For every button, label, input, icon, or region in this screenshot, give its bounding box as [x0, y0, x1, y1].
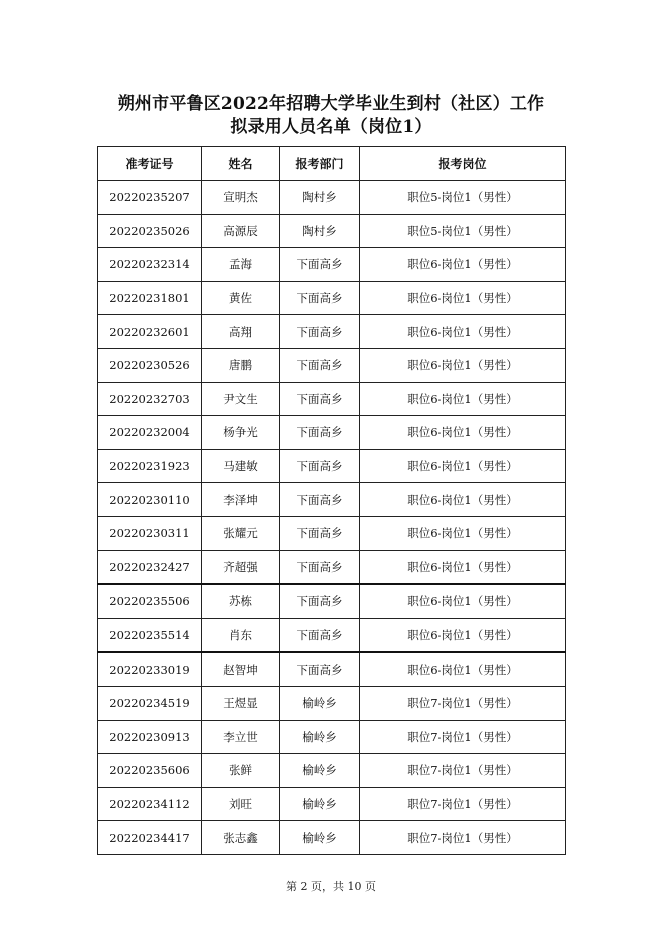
cell-exam-id: 20220230913 — [98, 720, 202, 754]
cell-department: 下面高乡 — [280, 315, 360, 349]
table-row — [98, 416, 566, 450]
cell-position: 职位6-岗位1（男性） — [360, 516, 566, 550]
table-row — [98, 248, 566, 282]
header-position: 报考岗位 — [360, 147, 566, 181]
cell-exam-id: 20220231923 — [98, 449, 202, 483]
cell-position: 职位6-岗位1（男性） — [360, 348, 566, 382]
cell-department: 下面高乡 — [280, 281, 360, 315]
cell-department: 榆岭乡 — [280, 787, 360, 821]
cell-name: 刘旺 — [202, 787, 280, 821]
cell-exam-id: 20220232703 — [98, 382, 202, 416]
cell-position: 职位6-岗位1（男性） — [360, 281, 566, 315]
cell-position: 职位6-岗位1（男性） — [360, 315, 566, 349]
page-number-footer: 第 2 页，共 10 页 — [286, 880, 376, 893]
cell-position: 职位7-岗位1（男性） — [360, 821, 566, 855]
document-subtitle: 拟录用人员名单（岗位1） — [230, 117, 432, 137]
cell-exam-id: 20220235506 — [98, 584, 202, 618]
cell-position: 职位7-岗位1（男性） — [360, 787, 566, 821]
cell-position: 职位6-岗位1（男性） — [360, 550, 566, 584]
cell-exam-id: 20220235606 — [98, 754, 202, 788]
candidate-table — [97, 146, 566, 855]
table-row — [98, 516, 566, 550]
cell-department: 榆岭乡 — [280, 754, 360, 788]
cell-exam-id: 20220232314 — [98, 248, 202, 282]
header-name: 姓名 — [202, 147, 280, 181]
cell-exam-id: 20220235514 — [98, 618, 202, 652]
header-department: 报考部门 — [280, 147, 360, 181]
cell-position: 职位5-岗位1（男性） — [360, 214, 566, 248]
cell-position: 职位6-岗位1（男性） — [360, 652, 566, 686]
cell-name: 张耀元 — [202, 516, 280, 550]
table-row — [98, 214, 566, 248]
cell-position: 职位7-岗位1（男性） — [360, 720, 566, 754]
cell-department: 下面高乡 — [280, 348, 360, 382]
cell-department: 下面高乡 — [280, 516, 360, 550]
cell-exam-id: 20220234519 — [98, 686, 202, 720]
cell-position: 职位6-岗位1（男性） — [360, 584, 566, 618]
cell-department: 下面高乡 — [280, 618, 360, 652]
cell-name: 高翔 — [202, 315, 280, 349]
table-row — [98, 315, 566, 349]
cell-name: 齐超强 — [202, 550, 280, 584]
table-row — [98, 618, 566, 652]
cell-position: 职位6-岗位1（男性） — [360, 416, 566, 450]
table-row — [98, 652, 566, 686]
cell-name: 肖东 — [202, 618, 280, 652]
cell-name: 李泽坤 — [202, 483, 280, 517]
cell-exam-id: 20220230526 — [98, 348, 202, 382]
table-row — [98, 483, 566, 517]
cell-exam-id: 20220232427 — [98, 550, 202, 584]
cell-department: 下面高乡 — [280, 483, 360, 517]
cell-name: 马建敏 — [202, 449, 280, 483]
cell-name: 王煜显 — [202, 686, 280, 720]
cell-exam-id: 20220235026 — [98, 214, 202, 248]
table-row — [98, 181, 566, 215]
table-row — [98, 754, 566, 788]
cell-position: 职位6-岗位1（男性） — [360, 382, 566, 416]
cell-exam-id: 20220235207 — [98, 181, 202, 215]
header-exam-id: 准考证号 — [98, 147, 202, 181]
cell-exam-id: 20220234417 — [98, 821, 202, 855]
cell-department: 下面高乡 — [280, 550, 360, 584]
cell-position: 职位6-岗位1（男性） — [360, 483, 566, 517]
cell-name: 宣明杰 — [202, 181, 280, 215]
cell-department: 下面高乡 — [280, 584, 360, 618]
cell-exam-id: 20220230110 — [98, 483, 202, 517]
cell-position: 职位6-岗位1（男性） — [360, 618, 566, 652]
table-row — [98, 550, 566, 584]
cell-name: 尹文生 — [202, 382, 280, 416]
cell-exam-id: 20220231801 — [98, 281, 202, 315]
cell-department: 陶村乡 — [280, 181, 360, 215]
cell-exam-id: 20220232601 — [98, 315, 202, 349]
cell-name: 苏栋 — [202, 584, 280, 618]
cell-department: 下面高乡 — [280, 449, 360, 483]
cell-name: 张志鑫 — [202, 821, 280, 855]
table-row — [98, 787, 566, 821]
table-row — [98, 720, 566, 754]
table-row — [98, 686, 566, 720]
cell-department: 榆岭乡 — [280, 686, 360, 720]
cell-name: 赵智坤 — [202, 652, 280, 686]
cell-name: 黄佐 — [202, 281, 280, 315]
cell-name: 李立世 — [202, 720, 280, 754]
cell-name: 高源辰 — [202, 214, 280, 248]
table-row — [98, 281, 566, 315]
cell-department: 榆岭乡 — [280, 720, 360, 754]
cell-name: 张鲜 — [202, 754, 280, 788]
cell-exam-id: 20220233019 — [98, 652, 202, 686]
cell-department: 陶村乡 — [280, 214, 360, 248]
cell-position: 职位5-岗位1（男性） — [360, 181, 566, 215]
cell-department: 下面高乡 — [280, 416, 360, 450]
cell-exam-id: 20220230311 — [98, 516, 202, 550]
table-header-row — [98, 147, 566, 181]
cell-name: 唐鹏 — [202, 348, 280, 382]
cell-department: 下面高乡 — [280, 382, 360, 416]
document-title: 朔州市平鲁区2022年招聘大学毕业生到村（社区）工作 — [117, 94, 545, 114]
cell-department: 下面高乡 — [280, 248, 360, 282]
table-row — [98, 821, 566, 855]
table-row — [98, 584, 566, 618]
cell-position: 职位6-岗位1（男性） — [360, 248, 566, 282]
cell-exam-id: 20220234112 — [98, 787, 202, 821]
cell-department: 下面高乡 — [280, 652, 360, 686]
cell-name: 杨争光 — [202, 416, 280, 450]
table-row — [98, 449, 566, 483]
cell-position: 职位6-岗位1（男性） — [360, 449, 566, 483]
table-row — [98, 382, 566, 416]
table-row — [98, 348, 566, 382]
cell-department: 榆岭乡 — [280, 821, 360, 855]
cell-exam-id: 20220232004 — [98, 416, 202, 450]
cell-position: 职位7-岗位1（男性） — [360, 754, 566, 788]
cell-position: 职位7-岗位1（男性） — [360, 686, 566, 720]
cell-name: 孟海 — [202, 248, 280, 282]
